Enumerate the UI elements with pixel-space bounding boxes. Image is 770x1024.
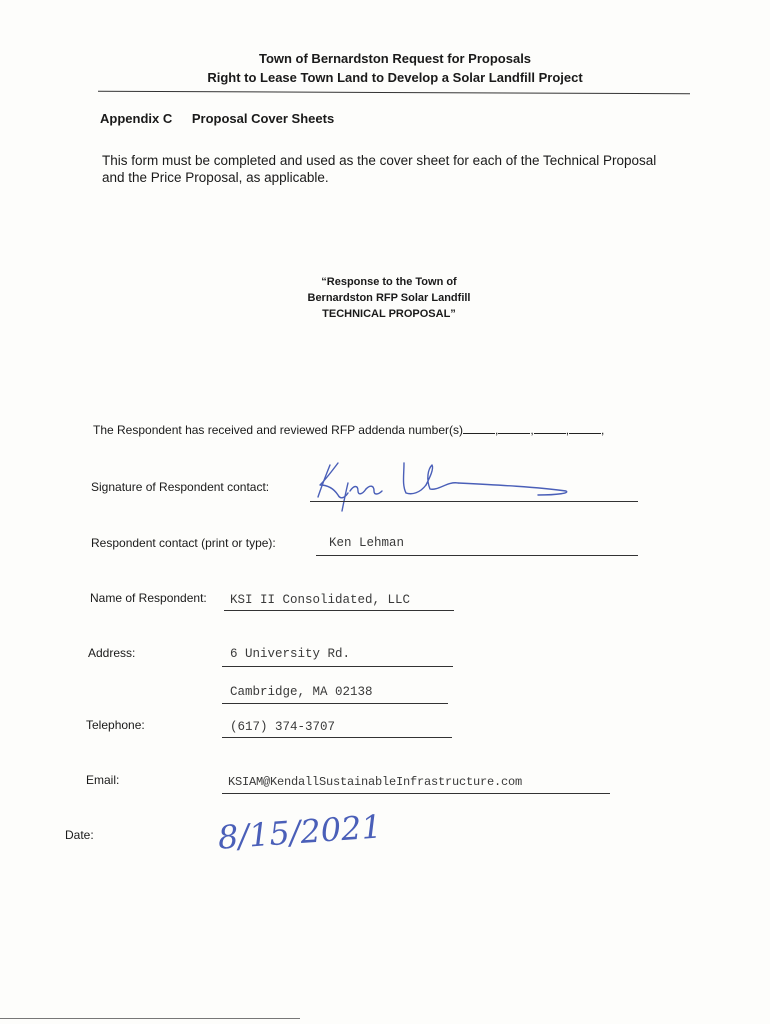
address-line-2-rule — [222, 703, 448, 704]
date-label: Date: — [65, 828, 94, 842]
appendix-title: Proposal Cover Sheets — [191, 111, 335, 126]
page-bottom-rule — [0, 1018, 300, 1019]
appendix-label: Appendix C — [100, 111, 173, 126]
cover-title-line-1: “Response to the Town of — [321, 276, 457, 288]
addenda-row: The Respondent has received and reviewed RFP addenda number(s) , , , , — [93, 423, 605, 437]
addenda-blank-1[interactable] — [463, 423, 495, 434]
respondent-name-value[interactable]: KSI II Consolidated, LLC — [230, 593, 411, 607]
telephone-label: Telephone: — [86, 718, 145, 732]
header-line-2: Right to Lease Town Land to Develop a Solar Landfill Project — [207, 70, 583, 85]
date-handwritten-svg[interactable] — [216, 806, 383, 857]
address-line-1-rule — [222, 666, 453, 667]
address-line-1-value[interactable]: 6 University Rd. — [230, 647, 351, 661]
signature-handwritten[interactable] — [308, 455, 598, 517]
contact-value[interactable]: Ken Lehman — [329, 536, 405, 550]
address-line-2-value[interactable]: Cambridge, MA 02138 — [230, 685, 373, 699]
date-value: 8/15/2021 — [216, 807, 383, 857]
signature-line — [310, 501, 638, 502]
respondent-name-label: Name of Respondent: — [90, 591, 207, 605]
email-line — [222, 793, 610, 794]
telephone-value[interactable]: (617) 374-3707 — [230, 720, 336, 734]
addenda-blank-3[interactable] — [534, 423, 566, 434]
header-line-1: Town of Bernardston Request for Proposals — [258, 51, 532, 66]
addenda-label: The Respondent has received and reviewed RFP addenda number(s) — [93, 423, 463, 437]
appendix-heading — [100, 111, 334, 126]
addenda-blank-2[interactable] — [498, 423, 530, 434]
intro-text: This form must be completed and used as the cover sheet for each of the Technical Proposal and the Price Proposal, as applicable. — [102, 153, 657, 185]
email-label: Email: — [86, 773, 120, 787]
respondent-name-line — [224, 610, 454, 611]
contact-label: Respondent contact (print or type): — [91, 536, 276, 550]
addenda-blank-4[interactable] — [569, 423, 601, 434]
header-rule — [98, 91, 690, 95]
cover-title-line-2: Bernardston RFP Solar Landfill — [307, 292, 471, 304]
cover-title-line-3: TECHNICAL PROPOSAL” — [322, 308, 456, 320]
telephone-line — [222, 737, 452, 738]
email-value[interactable]: KSIAM@KendallSustainableInfrastructure.com — [228, 775, 523, 789]
signature-label: Signature of Respondent contact: — [91, 480, 270, 494]
address-label: Address: — [88, 646, 136, 660]
cover-title — [0, 274, 770, 322]
contact-line — [316, 555, 638, 556]
